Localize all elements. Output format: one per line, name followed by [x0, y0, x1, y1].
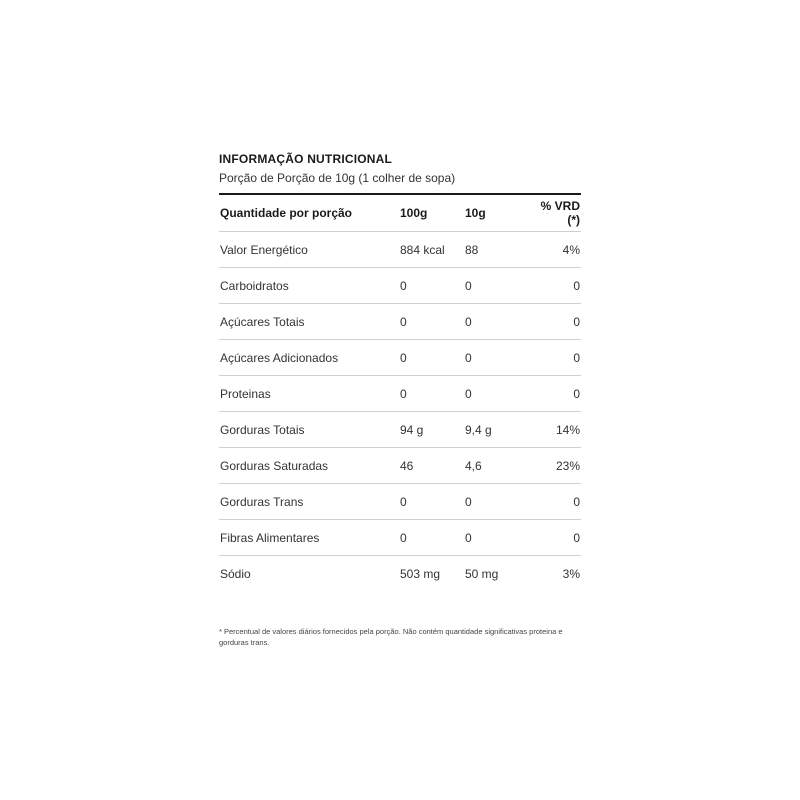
value-per-10g: 50 mg [465, 566, 499, 581]
value-per-10g: 0 [465, 314, 472, 329]
value-per-10g: 9,4 g [465, 422, 492, 437]
footnote-text: * Percentual de valores diários fornecidos pela porção. Não contém quantidade significativas proteina e gorduras trans. [219, 627, 563, 647]
column-header-10g: 10g [465, 206, 486, 220]
table-row [219, 304, 581, 340]
nutrient-name: Carboidratos [220, 278, 289, 293]
value-per-10g: 0 [465, 350, 472, 365]
table-row [219, 412, 581, 448]
value-vrd: 4% [562, 242, 580, 257]
nutrient-name: Proteinas [220, 386, 271, 401]
nutrient-name: Valor Energético [220, 242, 308, 257]
value-vrd: 0 [573, 278, 580, 293]
value-per-100g: 0 [400, 350, 407, 365]
value-per-10g: 0 [465, 530, 472, 545]
nutrition-facts-panel [219, 152, 581, 591]
value-per-100g: 884 kcal [400, 242, 445, 257]
value-per-100g: 503 mg [400, 566, 441, 581]
nutrient-name: Gorduras Saturadas [220, 458, 329, 473]
table-row [219, 520, 581, 556]
column-header-vrd: % VRD (*) [540, 199, 580, 227]
nutrient-name: Gorduras Trans [220, 494, 304, 509]
column-header-100g: 100g [400, 206, 428, 220]
value-per-100g: 0 [400, 494, 407, 509]
value-vrd: 23% [555, 458, 580, 473]
value-vrd: 0 [573, 530, 580, 545]
nutrient-name: Açúcares Adicionados [220, 350, 339, 365]
value-vrd: 0 [573, 314, 580, 329]
table-row [219, 376, 581, 412]
table-row [219, 556, 581, 591]
value-per-100g: 0 [400, 386, 407, 401]
nutrition-title: INFORMAÇÃO NUTRICIONAL [219, 152, 393, 166]
nutrient-name: Sódio [220, 566, 251, 581]
serving-size-text: Porção de Porção de 10g (1 colher de sopa) [219, 171, 456, 185]
column-header-quantity: Quantidade por porção [220, 206, 353, 220]
value-vrd: 3% [562, 566, 580, 581]
nutrient-name: Açúcares Totais [220, 314, 305, 329]
table-header-row [219, 195, 581, 232]
table-row [219, 232, 581, 268]
nutrient-name: Gorduras Totais [220, 422, 305, 437]
value-vrd: 14% [555, 422, 580, 437]
value-vrd: 0 [573, 350, 580, 365]
value-per-10g: 4,6 [465, 458, 482, 473]
value-per-10g: 0 [465, 494, 472, 509]
value-vrd: 0 [573, 386, 580, 401]
value-per-100g: 0 [400, 314, 407, 329]
table-row [219, 340, 581, 376]
table-row [219, 268, 581, 304]
value-per-100g: 0 [400, 278, 407, 293]
value-per-100g: 46 [400, 458, 414, 473]
value-per-10g: 0 [465, 278, 472, 293]
value-per-100g: 94 g [400, 422, 424, 437]
value-per-10g: 88 [465, 242, 479, 257]
value-per-100g: 0 [400, 530, 407, 545]
table-row [219, 448, 581, 484]
value-vrd: 0 [573, 494, 580, 509]
table-row [219, 484, 581, 520]
value-per-10g: 0 [465, 386, 472, 401]
nutrient-name: Fibras Alimentares [220, 530, 320, 545]
